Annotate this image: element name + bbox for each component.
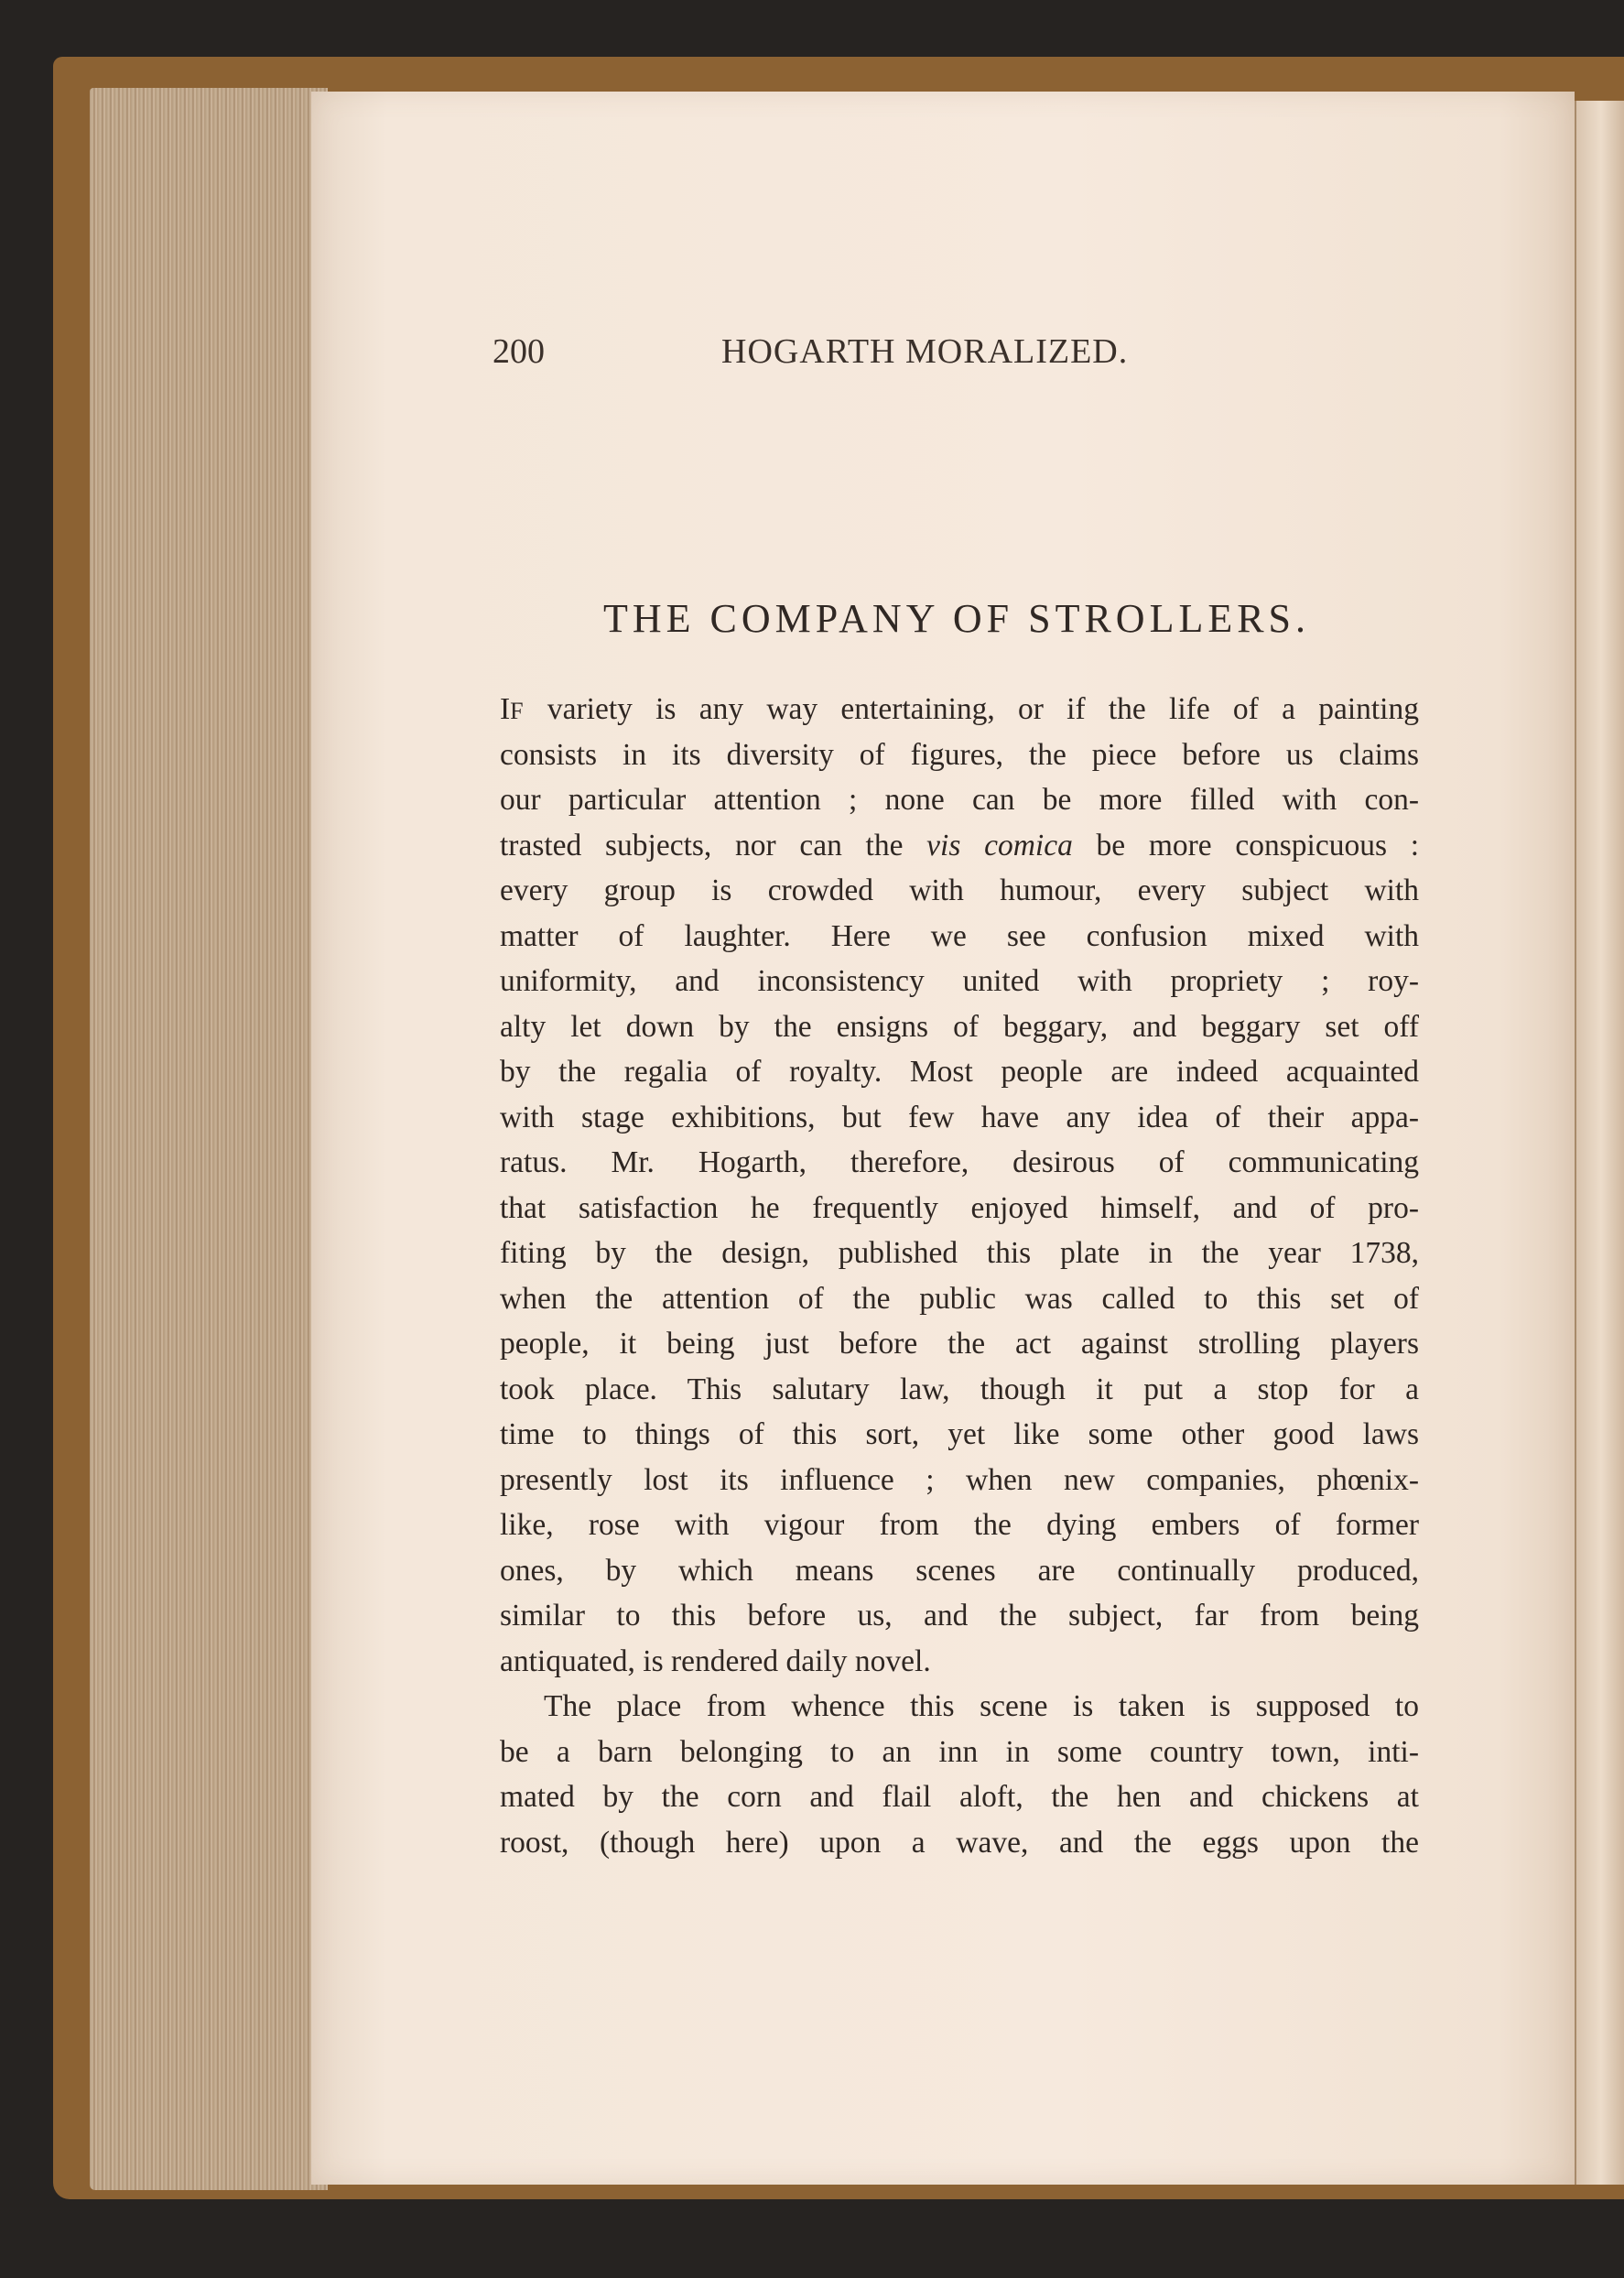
text-line bbox=[500, 1412, 1419, 1458]
text-run: antiquated, is rendered daily novel. bbox=[500, 1643, 931, 1678]
text-line bbox=[500, 1231, 1419, 1276]
text-run: when the attention of the public was called to this set of bbox=[500, 1281, 1419, 1316]
text-run: presently lost its influence ; when new companies, phœnix- bbox=[500, 1462, 1419, 1497]
text-run: be more conspicuous : bbox=[1072, 828, 1419, 862]
text-run: ratus. Mr. Hogarth, therefore, desirous of communicating bbox=[500, 1145, 1419, 1179]
text-run: roost, (though here) upon a wave, and the eggs upon the bbox=[500, 1825, 1419, 1860]
text-run: time to things of this sort, yet like some other good laws bbox=[500, 1417, 1419, 1451]
text-line bbox=[500, 823, 1419, 869]
chapter-title: THE COMPANY OF STROLLERS. bbox=[602, 596, 1311, 641]
italic-phrase: vis comica bbox=[926, 828, 1073, 862]
body-text bbox=[500, 687, 1419, 1865]
text-run: The place from whence this scene is taken is supposed to bbox=[544, 1689, 1419, 1723]
text-line bbox=[500, 1140, 1419, 1186]
text-line bbox=[500, 1774, 1419, 1820]
text-line bbox=[500, 1593, 1419, 1639]
text-run: uniformity, and inconsistency united with propriety ; roy- bbox=[500, 964, 1419, 998]
text-line bbox=[500, 687, 1419, 732]
text-line bbox=[500, 914, 1419, 960]
text-run: fiting by the design, published this plate in the year 1738, bbox=[500, 1236, 1419, 1270]
text-run: similar to this before us, and the subject, far from being bbox=[500, 1599, 1419, 1633]
text-run: people, it being just before the act against strolling players bbox=[500, 1327, 1419, 1361]
text-run: took place. This salutary law, though it put a stop for a bbox=[500, 1372, 1419, 1406]
text-run: trasted subjects, nor can the bbox=[500, 828, 927, 862]
text-run: consists in its diversity of figures, the piece before us claims bbox=[500, 737, 1419, 772]
text-line bbox=[500, 959, 1419, 1004]
text-run: variety is any way entertaining, or if the life of a painting bbox=[524, 692, 1419, 726]
small-caps-lead: IF bbox=[500, 692, 525, 726]
text-line bbox=[500, 1049, 1419, 1095]
paragraph bbox=[500, 687, 1419, 1684]
running-head: HOGARTH MORALIZED. bbox=[721, 332, 1129, 371]
text-line bbox=[500, 1004, 1419, 1050]
text-line bbox=[500, 732, 1419, 778]
text-line bbox=[500, 1684, 1419, 1730]
paragraph bbox=[500, 1684, 1419, 1865]
text-run: with stage exhibitions, but few have any idea of their appa- bbox=[500, 1100, 1419, 1134]
text-line bbox=[500, 1730, 1419, 1775]
text-line bbox=[500, 1321, 1419, 1367]
text-line bbox=[500, 1095, 1419, 1141]
page-number: 200 bbox=[493, 332, 545, 371]
text-run: mated by the corn and flail aloft, the hen and chickens at bbox=[500, 1780, 1419, 1814]
text-run: alty let down by the ensigns of beggary, and beggary set off bbox=[500, 1009, 1419, 1044]
text-line bbox=[500, 777, 1419, 823]
text-run: our particular attention ; none can be more filled with con- bbox=[500, 783, 1419, 817]
text-run: ones, by which means scenes are continually produced, bbox=[500, 1553, 1419, 1588]
text-run: that satisfaction he frequently enjoyed himself, and of pro- bbox=[500, 1190, 1419, 1225]
text-line bbox=[500, 1502, 1419, 1548]
text-run: like, rose with vigour from the dying embers of former bbox=[500, 1508, 1419, 1542]
facing-page-edge bbox=[1575, 101, 1624, 2185]
text-run: matter of laughter. Here we see confusion mixed with bbox=[500, 918, 1419, 953]
text-run: every group is crowded with humour, every subject with bbox=[500, 873, 1419, 907]
text-line bbox=[500, 1820, 1419, 1866]
text-run: be a barn belonging to an inn in some country town, inti- bbox=[500, 1734, 1419, 1769]
page-header bbox=[493, 331, 1419, 383]
text-line bbox=[500, 1639, 1419, 1685]
text-line bbox=[500, 1276, 1419, 1322]
text-line bbox=[500, 1548, 1419, 1594]
text-line bbox=[500, 1186, 1419, 1231]
page-block-edge bbox=[90, 88, 328, 2190]
text-run: by the regalia of royalty. Most people are indeed acquainted bbox=[500, 1055, 1419, 1089]
text-line bbox=[500, 1367, 1419, 1413]
text-line bbox=[500, 868, 1419, 914]
text-line bbox=[500, 1458, 1419, 1503]
